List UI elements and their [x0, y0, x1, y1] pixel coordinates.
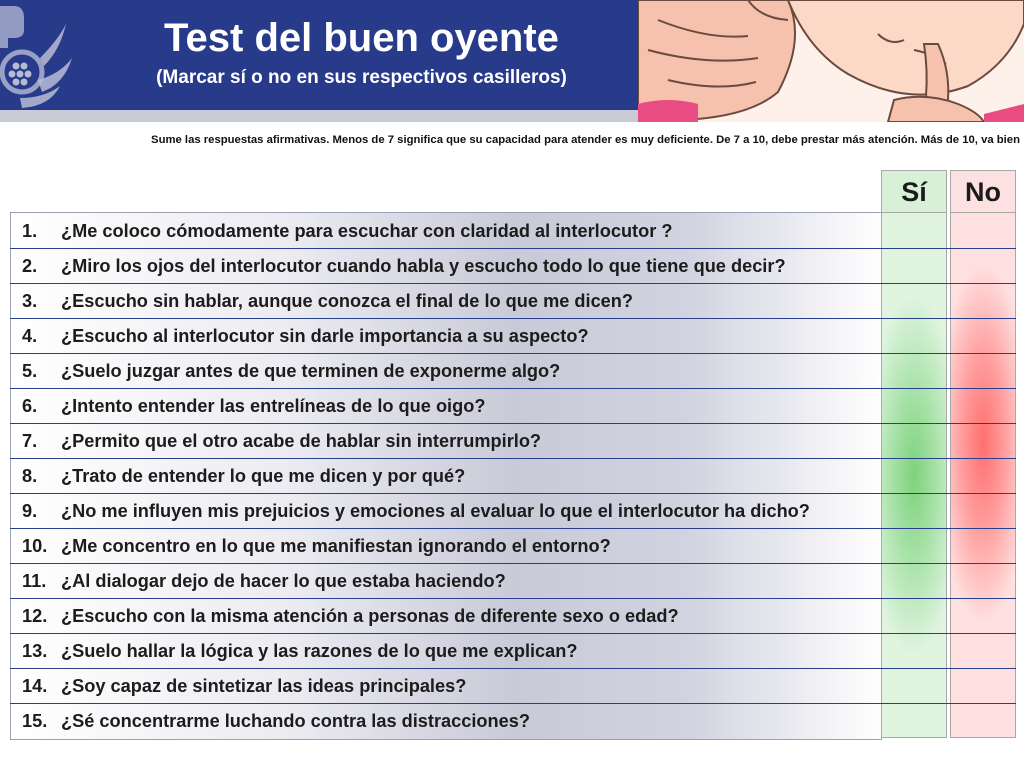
yes-checkbox[interactable]: [881, 529, 945, 563]
question-text: ¿Soy capaz de sintetizar las ideas principales?: [61, 676, 467, 696]
yes-checkbox[interactable]: [881, 389, 945, 423]
no-checkbox[interactable]: [950, 459, 1014, 493]
question-number: 8.: [22, 466, 38, 486]
yes-checkbox[interactable]: [881, 634, 945, 668]
question-number: 2.: [22, 256, 38, 276]
no-checkbox[interactable]: [950, 284, 1014, 318]
yes-checkbox[interactable]: [881, 354, 945, 388]
question-row: [10, 319, 1016, 354]
question-text: ¿Trato de entender lo que me dicen y por qué?: [61, 466, 466, 486]
question-number: 13.: [22, 641, 48, 661]
question-row: [10, 634, 1016, 669]
yes-checkbox[interactable]: [881, 284, 945, 318]
question-number: 4.: [22, 326, 38, 346]
yes-checkbox[interactable]: [881, 214, 945, 248]
institution-logo-icon: [0, 0, 80, 110]
no-checkbox[interactable]: [950, 634, 1014, 668]
question-row: [10, 249, 1016, 284]
no-checkbox[interactable]: [950, 354, 1014, 388]
question-number: 9.: [22, 501, 38, 521]
hand-to-ear-and-shush-icon: [638, 0, 1024, 122]
question-text: ¿Suelo hallar la lógica y las razones de lo que me explican?: [61, 641, 578, 661]
question-number: 5.: [22, 361, 38, 381]
question-number: 11.: [22, 571, 47, 591]
yes-checkbox[interactable]: [881, 494, 945, 528]
no-checkbox[interactable]: [950, 389, 1014, 423]
question-number: 6.: [22, 396, 38, 416]
no-checkbox[interactable]: [950, 249, 1014, 283]
question-text: ¿Al dialogar dejo de hacer lo que estaba haciendo?: [61, 571, 506, 591]
question-row: [10, 459, 1016, 494]
question-row: [10, 214, 1016, 249]
question-row: [10, 599, 1016, 634]
question-number: 12.: [22, 606, 48, 626]
question-row: [10, 494, 1016, 529]
question-text: ¿Escucho sin hablar, aunque conozca el final de lo que me dicen?: [61, 291, 634, 311]
question-row: [10, 669, 1016, 704]
questions-list: [10, 214, 1016, 738]
yes-checkbox[interactable]: [881, 599, 945, 633]
no-checkbox[interactable]: [950, 214, 1014, 248]
question-row: [10, 389, 1016, 424]
question-text: ¿Permito que el otro acabe de hablar sin interrumpirlo?: [61, 431, 542, 451]
question-text: ¿Me concentro en lo que me manifiestan ignorando el entorno?: [61, 536, 611, 556]
question-number: 7.: [22, 431, 38, 451]
no-checkbox[interactable]: [950, 529, 1014, 563]
question-row: [10, 704, 1016, 738]
no-checkbox[interactable]: [950, 599, 1014, 633]
no-checkbox[interactable]: [950, 669, 1014, 703]
question-row: [10, 564, 1016, 599]
question-number: 1.: [22, 221, 38, 241]
question-text: ¿Escucho al interlocutor sin darle importancia a su aspecto?: [61, 326, 589, 346]
yes-checkbox[interactable]: [881, 249, 945, 283]
listening-gesture-illustration: [638, 0, 1024, 122]
question-text: ¿Intento entender las entrelíneas de lo que oigo?: [61, 396, 486, 416]
question-text: ¿Miro los ojos del interlocutor cuando habla y escucho todo lo que tiene que decir?: [61, 256, 786, 276]
no-checkbox[interactable]: [950, 319, 1014, 353]
page-title: Test del buen oyente: [164, 16, 559, 60]
question-number: 3.: [22, 291, 38, 311]
no-column-header: No: [950, 170, 1016, 214]
yes-checkbox[interactable]: [881, 704, 945, 738]
question-number: 14.: [22, 676, 48, 696]
yes-checkbox[interactable]: [881, 564, 945, 598]
question-row: [10, 354, 1016, 389]
title-banner: [0, 0, 638, 110]
question-text: ¿Sé concentrarme luchando contra las distracciones?: [61, 711, 530, 731]
question-number: 10.: [22, 536, 48, 556]
header-divider: [0, 110, 638, 122]
scoring-instructions: Sume las respuestas afirmativas. Menos de 7 significa que su capacidad para atender es muy deficiente. De 7 a 10, debe prestar más atención. Más de 10, va bien: [151, 134, 1020, 146]
question-text: ¿No me influyen mis prejuicios y emociones al evaluar lo que el interlocutor ha dicho?: [61, 501, 810, 521]
yes-checkbox[interactable]: [881, 669, 945, 703]
no-checkbox[interactable]: [950, 494, 1014, 528]
question-number: 15.: [22, 711, 48, 731]
question-text: ¿Me coloco cómodamente para escuchar con claridad al interlocutor ?: [61, 221, 673, 241]
no-checkbox[interactable]: [950, 704, 1014, 738]
question-row: [10, 529, 1016, 564]
no-checkbox[interactable]: [950, 564, 1014, 598]
question-text: ¿Suelo juzgar antes de que terminen de exponerme algo?: [61, 361, 561, 381]
question-row: [10, 424, 1016, 459]
yes-checkbox[interactable]: [881, 459, 945, 493]
no-checkbox[interactable]: [950, 424, 1014, 458]
question-row: [10, 284, 1016, 319]
yes-checkbox[interactable]: [881, 319, 945, 353]
yes-column-header: Sí: [881, 170, 947, 214]
yes-checkbox[interactable]: [881, 424, 945, 458]
page-subtitle: (Marcar sí o no en sus respectivos casilleros): [156, 67, 567, 88]
question-text: ¿Escucho con la misma atención a personas de diferente sexo o edad?: [61, 606, 679, 626]
